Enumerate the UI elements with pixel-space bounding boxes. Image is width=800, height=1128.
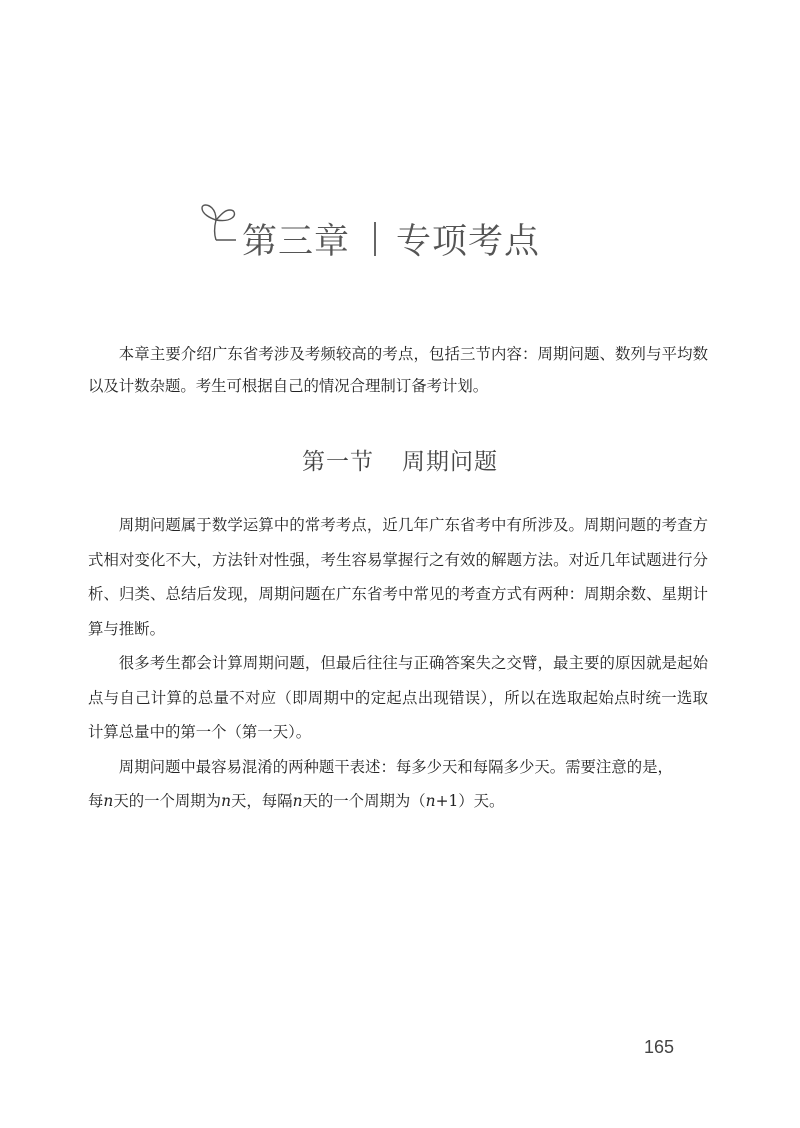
chapter-intro bbox=[88, 338, 708, 402]
chapter-subtitle: 专项考点 bbox=[396, 222, 541, 262]
intro-paragraph: 本章主要介绍广东省考涉及考频较高的考点，包括三节内容：周期问题、数列与平均数以及计数杂题。考生可根据自己的情况合理制订备考计划。 bbox=[88, 345, 708, 395]
sprout-icon bbox=[196, 196, 240, 246]
paragraph-2: 很多考生都会计算周期问题，但最后往往与正确答案失之交臂，最主要的原因就是起始点与自己计算的总量不对应（即周期中的定起点出现错误），所以在选取起始点时统一选取计算总量中的第一个（第一天）。 bbox=[88, 654, 708, 741]
section-body bbox=[88, 508, 708, 819]
page-number: 165 bbox=[644, 1037, 675, 1057]
section-name: 周期问题 bbox=[402, 449, 498, 475]
section-title bbox=[0, 443, 800, 476]
chapter-number: 第三章 bbox=[242, 222, 351, 262]
section-number: 第一节 bbox=[302, 449, 374, 475]
paragraph-3: 周期问题中最容易混淆的两种题干表述：每多少天和每隔多少天。需要注意的是， bbox=[118, 757, 673, 776]
paragraph-4: 每n天的一个周期为n天，每隔n天的一个周期为（n+1）天。 bbox=[88, 792, 505, 810]
chapter-title bbox=[242, 214, 540, 264]
chapter-divider bbox=[374, 222, 376, 256]
paragraph-1: 周期问题属于数学运算中的常考考点，近几年广东省考中有所涉及。周期问题的考查方式相对变化不大，方法针对性强，考生容易掌握行之有效的解题方法。对近几年试题进行分析、归类、总结后发现，周期问题在广东省考中常见的考查方式有两种：周期余数、星期计算与推断。 bbox=[88, 516, 708, 638]
chapter-heading bbox=[196, 196, 616, 276]
